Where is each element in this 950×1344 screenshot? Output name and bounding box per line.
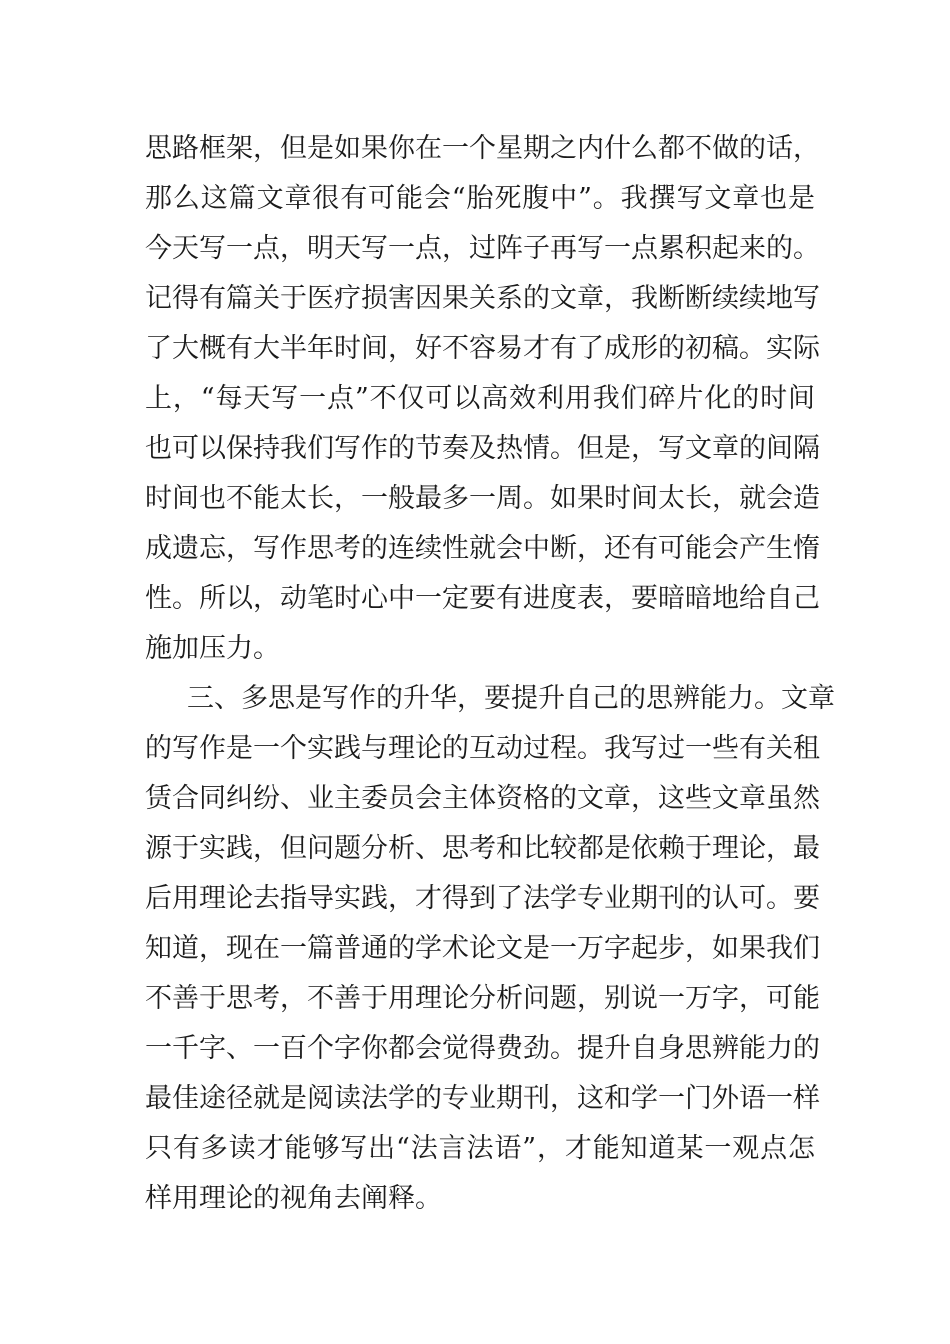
text-line: 那 么 这 篇 文 章 很 有 可 能 会 “ 胎 死 腹 中 ” 。 我 撰 写 文 章 也 是 <box>145 183 815 214</box>
text-line: 时 间 也 不 能 太 长 ， 一 般 最 多 一 周 。 如 果 时 间 太 长 ， 就 会 造 <box>145 483 820 514</box>
text-line: 施加压力。 <box>145 633 280 664</box>
text-line: 不 善 于 思 考 ， 不 善 于 用 理 论 分 析 问 题 ， 别 说 一 万 字 ， 可 能 <box>145 983 820 1014</box>
text-line: 记 得 有 篇 关 于 医 疗 损 害 因 果 关 系 的 文 章 ， 我 断 断 续 续 地 写 <box>145 283 820 314</box>
text-line: 上 ， “ 每 天 写 一 点 ” 不 仅 可 以 高 效 利 用 我 们 碎 片 化 的 时 间 <box>145 383 815 414</box>
text-line: 今 天 写 一 点 ， 明 天 写 一 点 ， 过 阵 子 再 写 一 点 累 积 起 来 的 。 <box>145 233 820 264</box>
text-line: 后 用 理 论 去 指 导 实 践 ， 才 得 到 了 法 学 专 业 期 刊 的 认 可 。 要 <box>145 883 820 914</box>
text-line: 也 可 以 保 持 我 们 写 作 的 节 奏 及 热 情 。 但 是 ， 写 文 章 的 间 隔 <box>145 433 820 464</box>
text-line: 源 于 实 践 ， 但 问 题 分 析 、 思 考 和 比 较 都 是 依 赖 于 理 论 ， 最 <box>145 833 820 864</box>
text-line: 知 道 ， 现 在 一 篇 普 通 的 学 术 论 文 是 一 万 字 起 步 ， 如 果 我 们 <box>145 933 820 964</box>
text-line: 只 有 多 读 才 能 够 写 出 “ 法 言 法 语 ” ， 才 能 知 道 某 一 观 点 怎 <box>145 1133 815 1164</box>
text-line: 思 路 框 架 ， 但 是 如 果 你 在 一 个 星 期 之 内 什 么 都 不 做 的 话 ， <box>145 133 820 164</box>
text-line: 一 千 字 、 一 百 个 字 你 都 会 觉 得 费 劲 。 提 升 自 身 思 辨 能 力 的 <box>145 1033 820 1064</box>
text-line: 赁 合 同 纠 纷 、 业 主 委 员 会 主 体 资 格 的 文 章 ， 这 些 文 章 虽 然 <box>145 783 820 814</box>
body-text <box>145 124 835 1224</box>
text-line: 成 遗 忘 ， 写 作 思 考 的 连 续 性 就 会 中 断 ， 还 有 可 能 会 产 生 惰 <box>145 533 820 564</box>
text-line: 最 佳 途 径 就 是 阅 读 法 学 的 专 业 期 刊 ， 这 和 学 一 门 外 语 一 样 <box>145 1083 820 1114</box>
text-line: 的 写 作 是 一 个 实 践 与 理 论 的 互 动 过 程 。 我 写 过 一 些 有 关 租 <box>145 733 820 764</box>
text-line: 性 。 所 以 ， 动 笔 时 心 中 一 定 要 有 进 度 表 ， 要 暗 暗 地 给 自 己 <box>145 583 820 614</box>
text-line: 样用理论的视角去阐释。 <box>145 1183 442 1214</box>
text-line: 三 、 多 思 是 写 作 的 升 华 ， 要 提 升 自 己 的 思 辨 能 力 。 文 章 <box>187 683 835 714</box>
text-line: 了 大 概 有 大 半 年 时 间 ， 好 不 容 易 才 有 了 成 形 的 初 稿 。 实 际 <box>145 333 820 364</box>
